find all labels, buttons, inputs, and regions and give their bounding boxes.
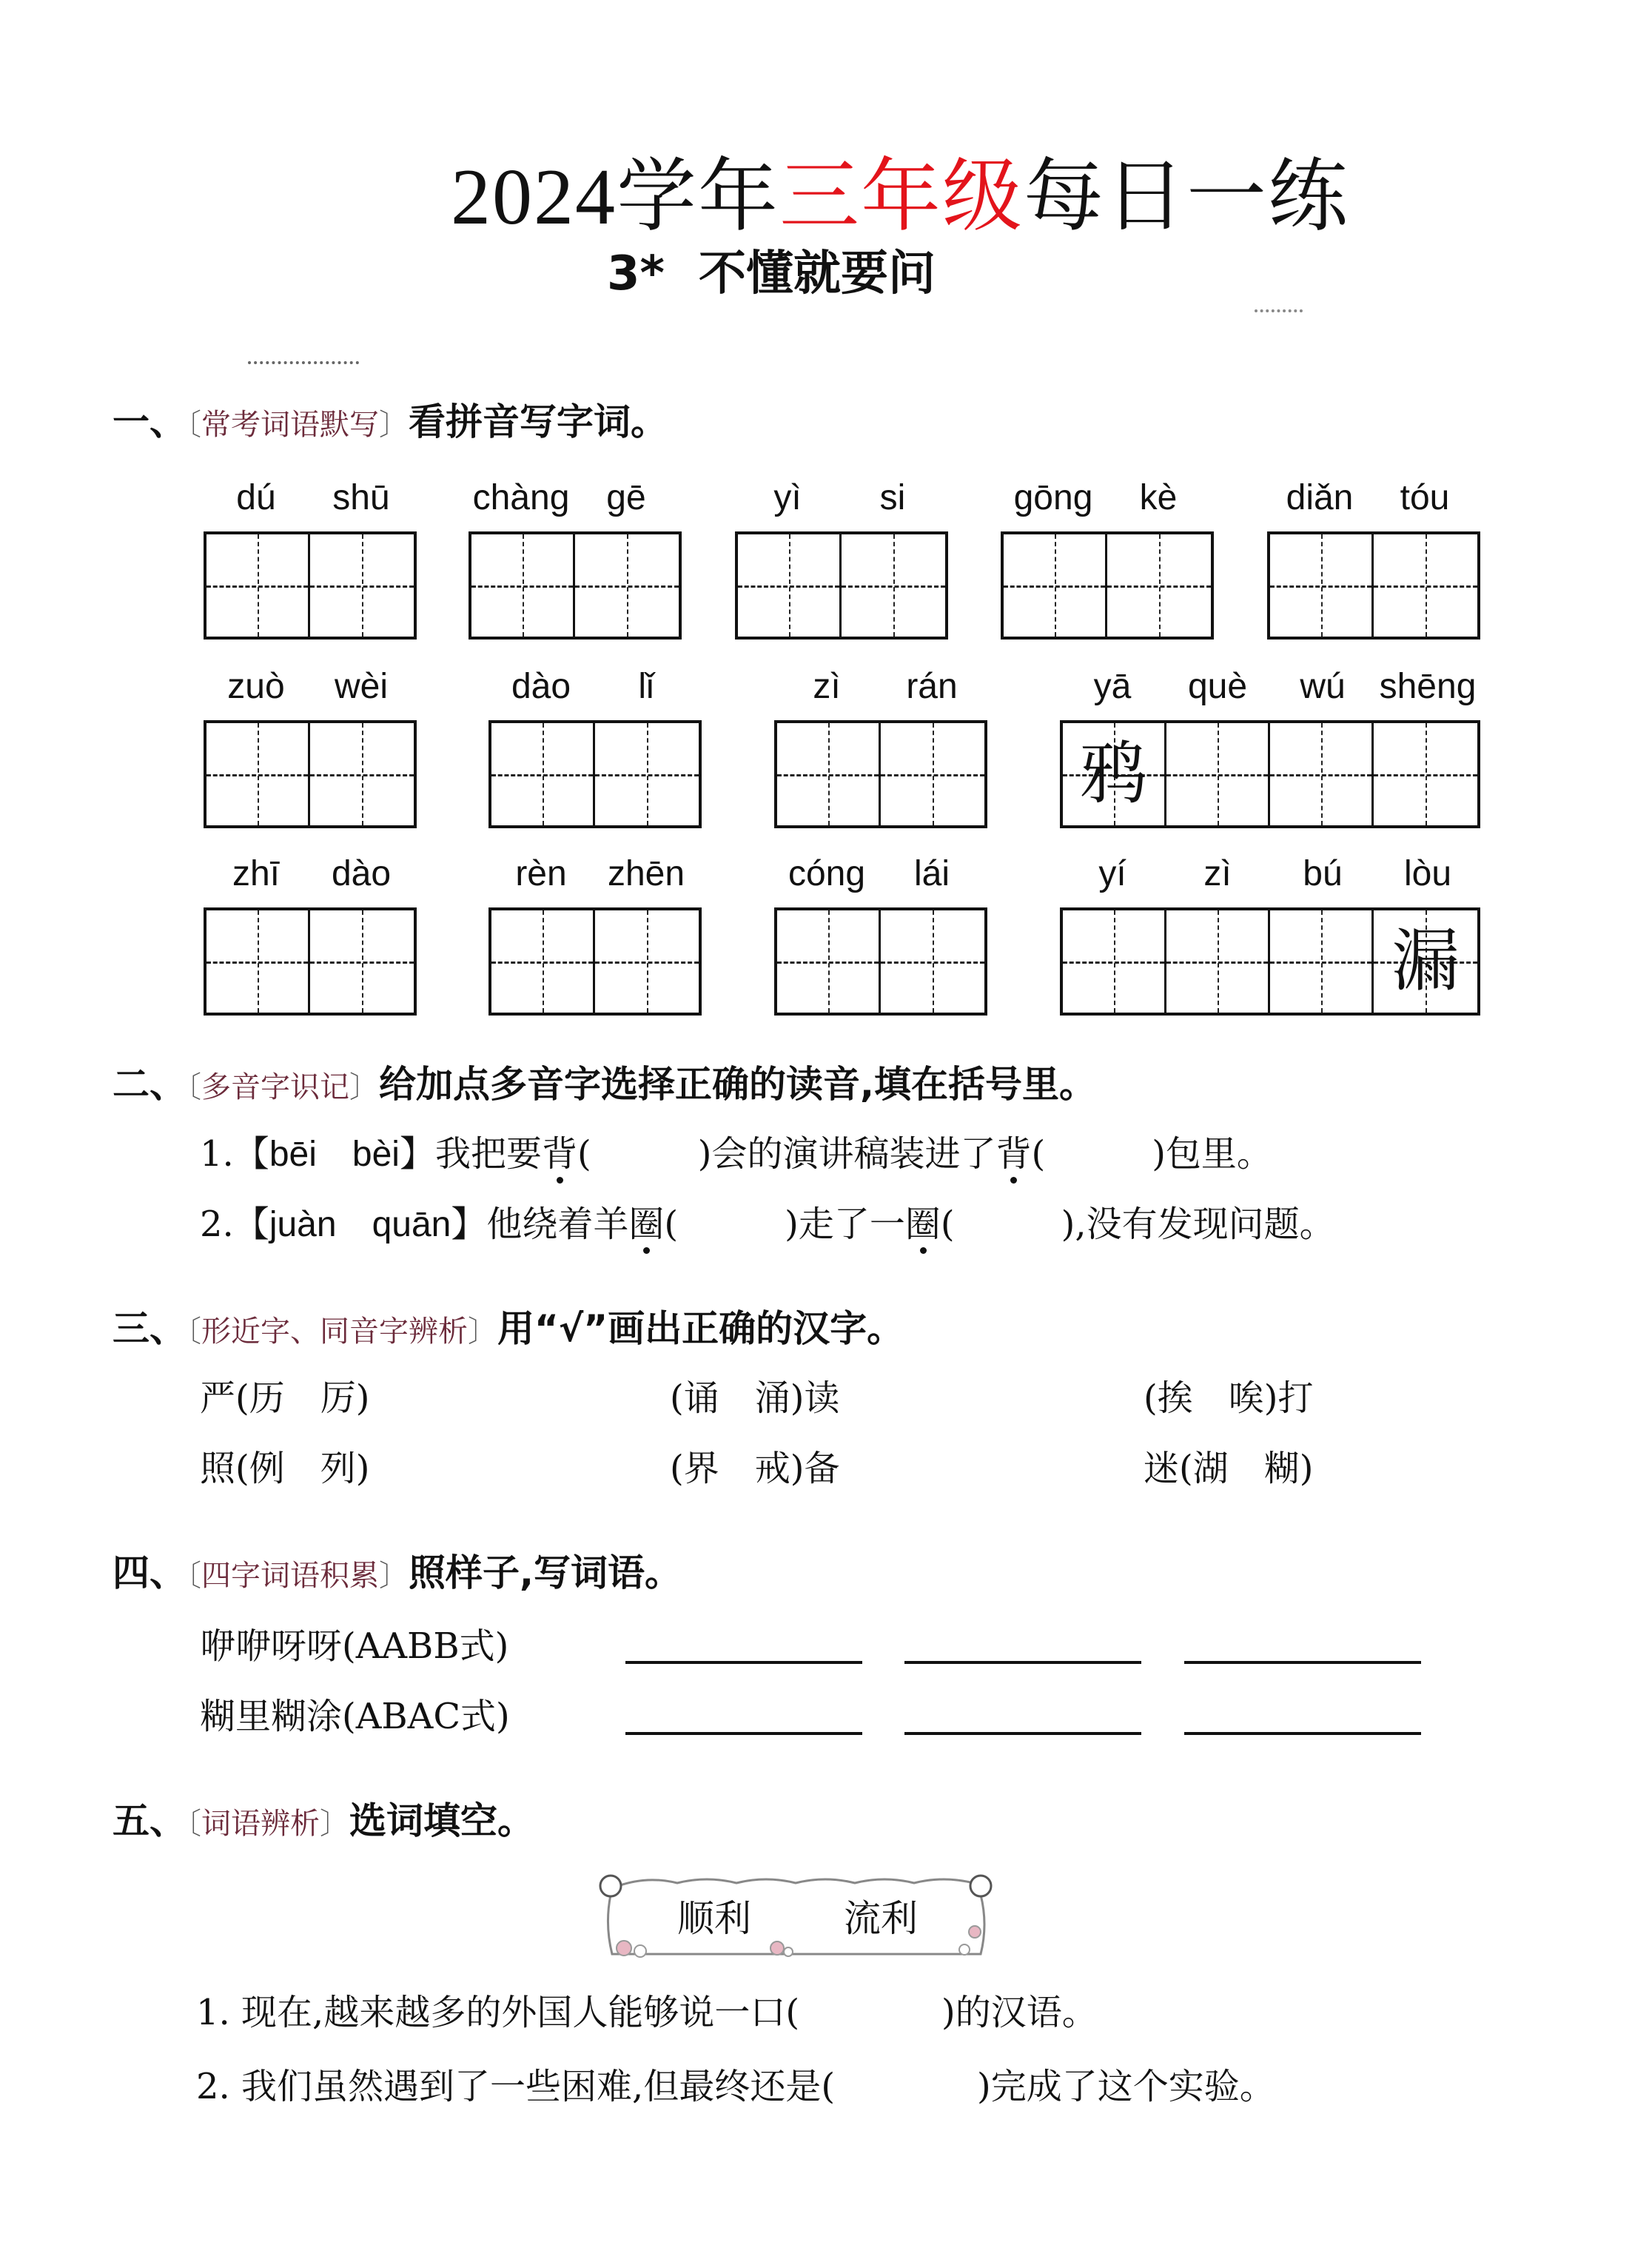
section-instruction: 照样子,写词语。 bbox=[409, 1551, 682, 1594]
pinyin-syllable: zhēn bbox=[607, 854, 685, 893]
section-tag: 〔多音字识记〕 bbox=[187, 1070, 379, 1104]
section-tag: 〔常考词语默写〕 bbox=[187, 408, 409, 442]
section-3-heading bbox=[113, 1299, 904, 1352]
pinyin-syllable: lǐ bbox=[638, 667, 654, 706]
pinyin-syllable: gōng bbox=[1013, 478, 1093, 517]
pinyin-syllable: tóu bbox=[1400, 478, 1450, 517]
pinyin-syllable: lái bbox=[913, 854, 950, 893]
dotted-character: 背 bbox=[995, 1133, 1032, 1175]
pinyin-syllable: shēng bbox=[1379, 667, 1477, 706]
tianzige-boxes bbox=[774, 720, 987, 828]
answer-line[interactable] bbox=[1184, 1732, 1421, 1735]
word-option: 顺利 bbox=[677, 1897, 751, 1940]
pinyin-syllable: chàng bbox=[472, 478, 570, 517]
pinyin-row bbox=[774, 842, 987, 894]
pinyin-syllable: zhī bbox=[232, 854, 281, 893]
section-4-heading bbox=[113, 1543, 682, 1597]
title-suffix: 每日一练 bbox=[1024, 153, 1350, 241]
pinyin-syllable: zì bbox=[813, 667, 841, 706]
pinyin-row bbox=[1060, 655, 1480, 707]
section-number: 四、 bbox=[113, 1551, 187, 1594]
pinyin-syllable: yí bbox=[1098, 854, 1126, 893]
answer-line[interactable] bbox=[625, 1732, 862, 1735]
writing-cell[interactable] bbox=[1374, 723, 1477, 825]
pinyin-syllable: gē bbox=[606, 478, 646, 517]
section-number: 一、 bbox=[113, 400, 187, 443]
section-number: 二、 bbox=[113, 1063, 187, 1106]
tianzige-boxes bbox=[488, 907, 702, 1016]
char-choice-item[interactable]: 严(历 厉) bbox=[200, 1377, 370, 1419]
char-choice-item[interactable]: 照(例 列) bbox=[200, 1448, 370, 1489]
pattern-example-abac: 糊里糊涂(ABAC式) bbox=[200, 1696, 510, 1737]
pinyin-row bbox=[1001, 466, 1214, 518]
writing-cell[interactable] bbox=[842, 534, 945, 637]
pinyin-syllable: si bbox=[879, 478, 906, 517]
word-group bbox=[488, 655, 702, 828]
pinyin-row bbox=[488, 655, 702, 707]
lesson-title: 不懂就要问 bbox=[699, 246, 936, 301]
writing-cell[interactable] bbox=[1166, 910, 1270, 1013]
cartoon-face-icon bbox=[600, 1876, 621, 1896]
worksheet-title bbox=[0, 132, 1652, 246]
section-1-heading bbox=[113, 392, 668, 446]
writing-cell[interactable] bbox=[881, 910, 984, 1013]
writing-cell[interactable] bbox=[881, 723, 984, 825]
section-instruction: 选词填空。 bbox=[349, 1799, 534, 1842]
section-2-heading bbox=[113, 1055, 1096, 1108]
char-choice-item[interactable]: (界 戒)备 bbox=[670, 1448, 840, 1489]
writing-cell[interactable] bbox=[1270, 534, 1374, 637]
tianzige-boxes bbox=[469, 531, 682, 640]
writing-cell[interactable] bbox=[575, 534, 679, 637]
dotted-character: 背 bbox=[541, 1133, 577, 1175]
pinyin-syllable: dú bbox=[236, 478, 276, 517]
section-tag: 〔词语辨析〕 bbox=[187, 1807, 349, 1841]
char-choice-item[interactable]: 迷(湖 糊) bbox=[1144, 1448, 1314, 1489]
writing-cell[interactable] bbox=[1166, 723, 1270, 825]
pinyin-syllable: rèn bbox=[515, 854, 567, 893]
word-group bbox=[774, 842, 987, 1016]
writing-cell[interactable] bbox=[595, 723, 699, 825]
writing-cell[interactable] bbox=[1063, 910, 1166, 1013]
word-group bbox=[1060, 842, 1480, 1016]
section-instruction: 用“√”画出正确的汉字。 bbox=[497, 1307, 904, 1350]
writing-cell[interactable] bbox=[1270, 910, 1374, 1013]
writing-cell[interactable] bbox=[738, 534, 842, 637]
word-group bbox=[735, 466, 948, 640]
tianzige-boxes bbox=[1267, 531, 1480, 640]
answer-line[interactable] bbox=[904, 1732, 1141, 1735]
writing-cell[interactable] bbox=[310, 910, 414, 1013]
fill-sentence-1[interactable]: 1. 现在,越来越多的外国人能够说一口( )的汉语。 bbox=[196, 1992, 1098, 2033]
writing-cell[interactable] bbox=[1270, 723, 1374, 825]
section-instruction: 看拼音写字词。 bbox=[409, 400, 668, 443]
char-choice-item[interactable]: (挨 唉)打 bbox=[1144, 1377, 1314, 1419]
section-5-heading bbox=[113, 1791, 534, 1845]
pinyin-row bbox=[204, 842, 417, 894]
title-grade-highlight: 三年级 bbox=[779, 153, 1024, 241]
writing-cell[interactable] bbox=[310, 534, 414, 637]
tianzige-boxes bbox=[204, 907, 417, 1016]
char-choice-item[interactable]: (诵 涌)读 bbox=[670, 1377, 840, 1419]
pinyin-syllable: zuò bbox=[227, 667, 285, 706]
tianzige-boxes bbox=[204, 531, 417, 640]
writing-cell[interactable] bbox=[491, 723, 595, 825]
decorative-frame-icon bbox=[588, 1865, 1003, 1961]
pinyin-syllable: cóng bbox=[788, 854, 866, 893]
pinyin-syllable: wú bbox=[1300, 667, 1346, 706]
pinyin-row bbox=[469, 466, 682, 518]
section-number: 三、 bbox=[113, 1307, 187, 1350]
pinyin-syllable: dào bbox=[511, 667, 571, 706]
word-group bbox=[1267, 466, 1480, 640]
pinyin-options: 【juàn quān】 bbox=[233, 1204, 487, 1245]
writing-cell[interactable] bbox=[777, 910, 881, 1013]
writing-cell[interactable] bbox=[595, 910, 699, 1013]
answer-blank[interactable]: ( ),没有发现问题。 bbox=[940, 1204, 1335, 1245]
tianzige-boxes bbox=[774, 907, 987, 1016]
pinyin-syllable: wèi bbox=[334, 667, 389, 706]
dotted-character: 圈 bbox=[904, 1204, 941, 1245]
writing-cell[interactable] bbox=[206, 534, 310, 637]
pinyin-syllable: diǎn bbox=[1286, 478, 1354, 517]
section-tag: 〔四字词语积累〕 bbox=[187, 1559, 409, 1593]
pinyin-row bbox=[204, 655, 417, 707]
pinyin-row bbox=[735, 466, 948, 518]
pinyin-syllable: kè bbox=[1139, 478, 1178, 517]
answer-line[interactable] bbox=[904, 1661, 1141, 1664]
section-number: 五、 bbox=[113, 1799, 187, 1842]
pinyin-syllable: rán bbox=[906, 667, 958, 706]
pinyin-syllable: bú bbox=[1303, 854, 1343, 893]
pinyin-syllable: yì bbox=[773, 478, 802, 517]
section-instruction: 给加点多音字选择正确的读音,填在括号里。 bbox=[379, 1063, 1096, 1106]
decorative-dotted-line bbox=[1255, 309, 1303, 312]
dotted-character: 圈 bbox=[628, 1204, 665, 1245]
fill-sentence-2[interactable]: 2. 我们虽然遇到了一些困难,但最终还是( )完成了这个实验。 bbox=[196, 2066, 1275, 2107]
writing-cell[interactable] bbox=[471, 534, 575, 637]
tianzige-boxes bbox=[488, 720, 702, 828]
writing-cell[interactable] bbox=[1374, 910, 1477, 1013]
word-option: 流利 bbox=[844, 1897, 918, 1940]
writing-cell[interactable] bbox=[206, 910, 310, 1013]
section-tag: 〔形近字、同音字辨析〕 bbox=[187, 1315, 497, 1349]
word-group bbox=[204, 466, 417, 640]
pinyin-row bbox=[488, 842, 702, 894]
writing-cell[interactable] bbox=[206, 723, 310, 825]
answer-blank[interactable]: ( )包里。 bbox=[1031, 1133, 1272, 1175]
answer-line[interactable] bbox=[1184, 1661, 1421, 1664]
pinyin-syllable: dào bbox=[331, 854, 392, 893]
pinyin-row bbox=[204, 466, 417, 518]
polyphone-question-2: 2.【juàn quān】他绕着羊圈( )走了一圈( ),没有发现问题。 bbox=[200, 1204, 1335, 1245]
title-prefix: 2024学年 bbox=[450, 153, 779, 241]
answer-line[interactable] bbox=[625, 1661, 862, 1664]
word-group bbox=[204, 655, 417, 828]
tianzige-boxes bbox=[735, 531, 948, 640]
pinyin-row bbox=[1267, 466, 1480, 518]
writing-cell[interactable] bbox=[310, 723, 414, 825]
word-bank-box bbox=[588, 1865, 1003, 1961]
pinyin-syllable: lòu bbox=[1403, 854, 1452, 893]
lesson-heading bbox=[607, 235, 936, 303]
pinyin-options: 【bēi bèi】 bbox=[233, 1133, 435, 1175]
writing-cell[interactable] bbox=[1004, 534, 1107, 637]
tianzige-boxes bbox=[1060, 907, 1480, 1016]
decorative-dotted-line bbox=[248, 361, 359, 364]
word-group bbox=[774, 655, 987, 828]
cartoon-face-icon bbox=[970, 1876, 991, 1896]
word-group bbox=[204, 842, 417, 1016]
tianzige-boxes bbox=[1060, 720, 1480, 828]
pinyin-syllable: què bbox=[1187, 667, 1248, 706]
pinyin-row bbox=[774, 655, 987, 707]
word-group bbox=[1001, 466, 1214, 640]
writing-cell[interactable] bbox=[777, 723, 881, 825]
lesson-number: 3* bbox=[607, 246, 665, 301]
polyphone-question-1: 1.【bēi bèi】我把要背( )会的演讲稿装进了背( )包里。 bbox=[200, 1133, 1272, 1175]
tianzige-boxes bbox=[204, 720, 417, 828]
writing-cell[interactable] bbox=[1063, 723, 1166, 825]
word-group bbox=[488, 842, 702, 1016]
pinyin-syllable: shū bbox=[332, 478, 390, 517]
word-group bbox=[469, 466, 682, 640]
tianzige-boxes bbox=[1001, 531, 1214, 640]
writing-cell[interactable] bbox=[1107, 534, 1211, 637]
answer-blank[interactable]: ( )会的演讲稿装进了 bbox=[577, 1133, 996, 1175]
pinyin-syllable: yā bbox=[1093, 667, 1132, 706]
answer-blank[interactable]: ( )走了一 bbox=[664, 1204, 905, 1245]
writing-cell[interactable] bbox=[1374, 534, 1477, 637]
pattern-example-aabb: 咿咿呀呀(AABB式) bbox=[200, 1625, 509, 1667]
word-group bbox=[1060, 655, 1480, 828]
writing-cell[interactable] bbox=[491, 910, 595, 1013]
pinyin-row bbox=[1060, 842, 1480, 894]
given-character: 鸦 bbox=[1079, 734, 1148, 813]
given-character: 漏 bbox=[1391, 922, 1460, 1001]
pinyin-syllable: zì bbox=[1203, 854, 1232, 893]
